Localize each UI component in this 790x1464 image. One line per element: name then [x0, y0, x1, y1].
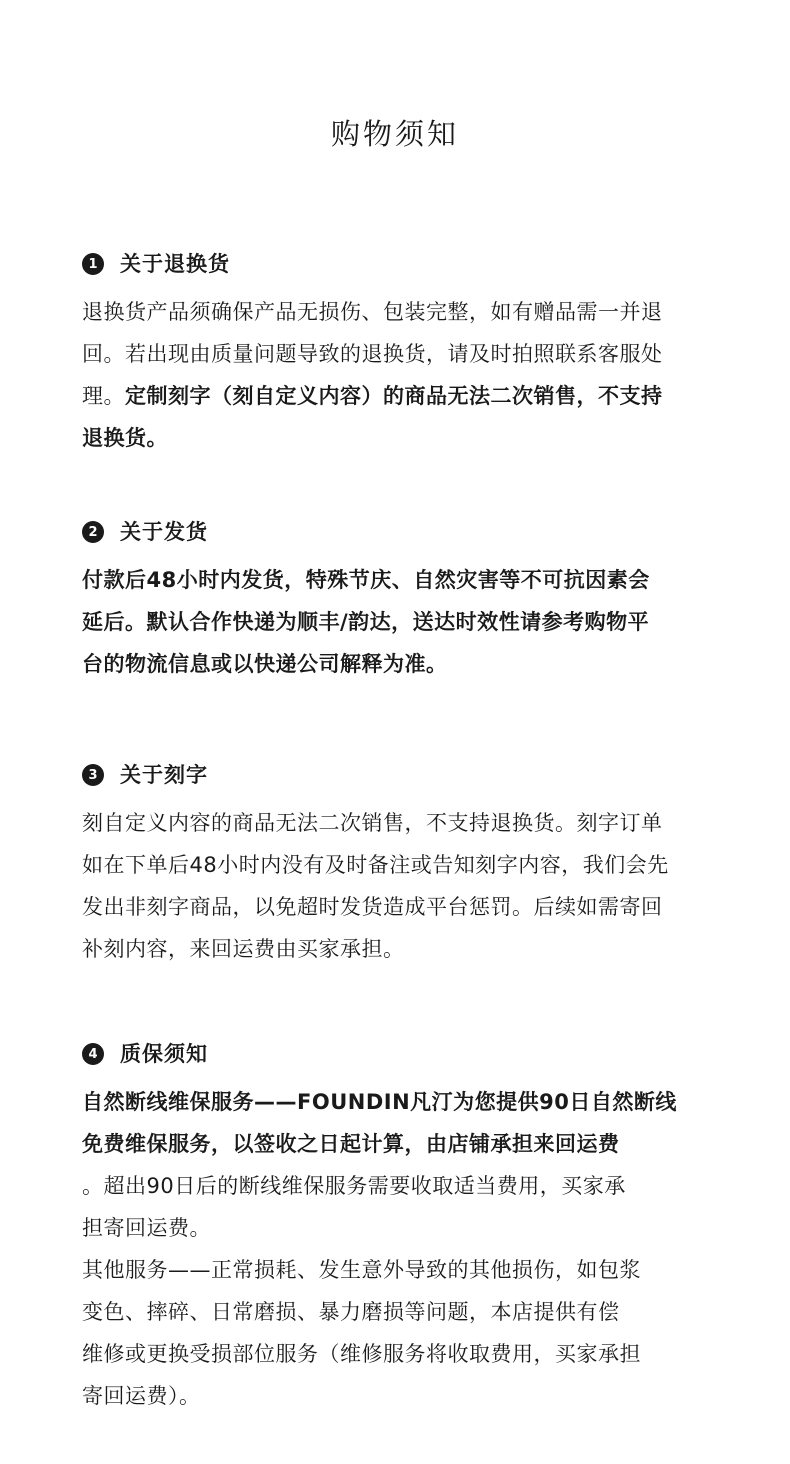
number-2-icon: 2: [82, 521, 104, 543]
section-returns: [82, 247, 742, 459]
number-4-icon: 4: [82, 1043, 104, 1065]
section-warranty: [82, 1037, 742, 1417]
page-title: 购物须知: [330, 117, 459, 151]
body-line: 补刻内容，来回运费由买家承担。: [82, 937, 405, 961]
body-line: 如在下单后48小时内没有及时备注或告知刻字内容，我们会先: [82, 853, 669, 877]
body-line: [82, 375, 742, 417]
section-title: 质保须知: [120, 1042, 208, 1066]
body-line: 延后。默认合作快递为顺丰/韵达，送达时效性请参考购物平: [82, 610, 650, 634]
body-line: 刻自定义内容的商品无法二次销售，不支持退换货。刻字订单: [82, 811, 663, 835]
body-line: 发出非刻字商品，以免超时发货造成平台惩罚。后续如需寄回: [82, 895, 663, 919]
body-text: 理。: [82, 384, 125, 408]
body-line: 台的物流信息或以快递公司解释为准。: [82, 652, 448, 676]
number-1-icon: 1: [82, 253, 104, 275]
section-heading: [82, 1037, 742, 1071]
section-body: [82, 291, 742, 459]
section-shipping: [82, 515, 742, 685]
body-line: 退换货产品须确保产品无损伤、包装完整，如有赠品需一并退: [82, 300, 663, 324]
body-line: 。超出90日后的断线维保服务需要收取适当费用，买家承: [82, 1174, 626, 1198]
section-heading: [82, 515, 742, 549]
body-line: 其他服务——正常损耗、发生意外导致的其他损伤，如包浆: [82, 1258, 641, 1282]
section-title: 关于刻字: [120, 763, 208, 787]
section-engraving: [82, 758, 742, 970]
section-title: 关于发货: [120, 520, 208, 544]
body-line: 免费维保服务，以签收之日起计算，由店铺承担来回运费: [82, 1132, 620, 1156]
body-line: 退换货。: [82, 426, 168, 450]
section-title: 关于退换货: [120, 252, 230, 276]
body-line: 担寄回运费。: [82, 1216, 211, 1240]
body-text-emphasis: 定制刻字（刻自定义内容）的商品无法二次销售，不支持: [125, 384, 663, 408]
body-line: 付款后48小时内发货，特殊节庆、自然灾害等不可抗因素会: [82, 568, 650, 592]
body-line: 变色、摔碎、日常磨损、暴力磨损等问题，本店提供有偿: [82, 1300, 620, 1324]
section-heading: [82, 247, 742, 281]
section-body: [82, 559, 742, 685]
body-line: 自然断线维保服务——FOUNDIN凡汀为您提供90日自然断线: [82, 1090, 677, 1114]
number-3-icon: 3: [82, 764, 104, 786]
section-body: [82, 802, 742, 970]
body-line: 维修或更换受损部位服务（维修服务将收取费用，买家承担: [82, 1342, 641, 1366]
body-line: 回。若出现由质量问题导致的退换货，请及时拍照联系客服处: [82, 342, 663, 366]
body-line: 寄回运费）。: [82, 1384, 201, 1408]
section-heading: [82, 758, 742, 792]
section-body: [82, 1081, 742, 1417]
